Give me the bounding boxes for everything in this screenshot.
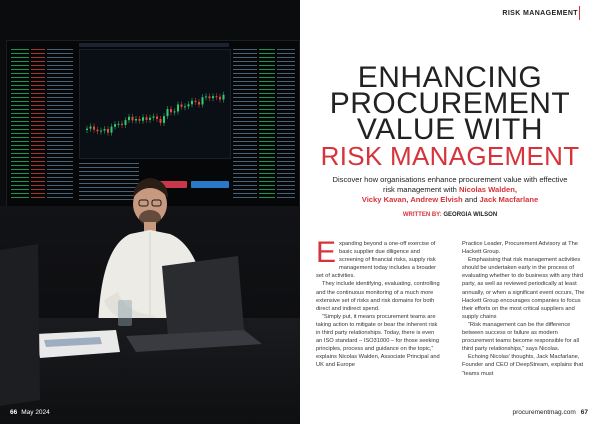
right-page-number: 67	[580, 409, 588, 416]
standfirst-text: Discover how organisations enhance procurement value with effective risk management with	[332, 175, 568, 194]
laptop	[162, 256, 244, 336]
paragraph: Practice Leader, Procurement Advisory at The Hackett Group.	[462, 241, 578, 256]
left-page-number: 66	[10, 409, 18, 416]
section-label: RISK MANAGEMENT	[502, 10, 578, 17]
paragraph: They include identifying, evaluating, controlling and the continuous monitoring of a much more extensive set of risks and risk domains for both direct and indirect spend.	[316, 281, 440, 312]
byline-label: WRITTEN BY:	[402, 212, 442, 218]
title-line-2: PROCUREMENT	[329, 87, 571, 120]
standfirst-name-3: Jack Macfarlane	[479, 195, 539, 204]
left-folio	[10, 409, 50, 416]
standfirst-and: and	[462, 195, 480, 204]
issue-date: May 2024	[21, 409, 50, 416]
paragraph: “Simply put, it means procurement teams are taking action to mitigate or bear the inherent risk in third party relationships. Today, there is even an ISO standard – ISO31000 – for those seeking principles, process and guidance on the topic,” explains Nicolas Walden, Associate Principal and UK and Europe	[316, 313, 440, 369]
paragraph: Expanding beyond a one-off exercise of basic supplier due diligence and screening of financial risks, supply risk management today includes a broader set of activities.	[316, 236, 437, 280]
byline-author: GEORGIA WILSON	[443, 212, 498, 218]
byline	[300, 212, 600, 218]
right-folio	[513, 409, 588, 416]
body-column-1	[316, 236, 442, 370]
section-rule	[579, 6, 580, 20]
paragraph: Emphasising that risk management activities should be undertaken early in the process of evaluating whether to do business with any third party, as well as reviewed periodically at least annually, or when a significant event occurs, The Hackett Group encourages companies to focus their efforts on the most critical suppliers and supply chains	[462, 257, 585, 320]
standfirst-name-1: Nicolas Walden,	[459, 185, 517, 194]
title-line-4: RISK MANAGEMENT	[320, 141, 580, 171]
paragraph: “Risk management can be the difference between success or failure as modern procurement teams become responsible for all third party relationships,” says Nicolas.	[462, 321, 579, 353]
paragraph: Echoing Nicolas’ thoughts, Jack Macfarlane, Founder and CEO of DeepStream, explains that “teams must	[462, 354, 584, 377]
title-line-3: VALUE WITH	[356, 113, 544, 146]
standfirst-name-2: Vicky Kavan, Andrew Elvish	[361, 195, 463, 204]
drop-cap: E	[316, 236, 337, 269]
article-page	[300, 0, 600, 424]
site-url: procurementmag.com	[512, 409, 576, 416]
body-column-2	[462, 240, 588, 378]
standfirst	[326, 175, 574, 205]
title-line-1: ENHANCING	[357, 61, 543, 94]
